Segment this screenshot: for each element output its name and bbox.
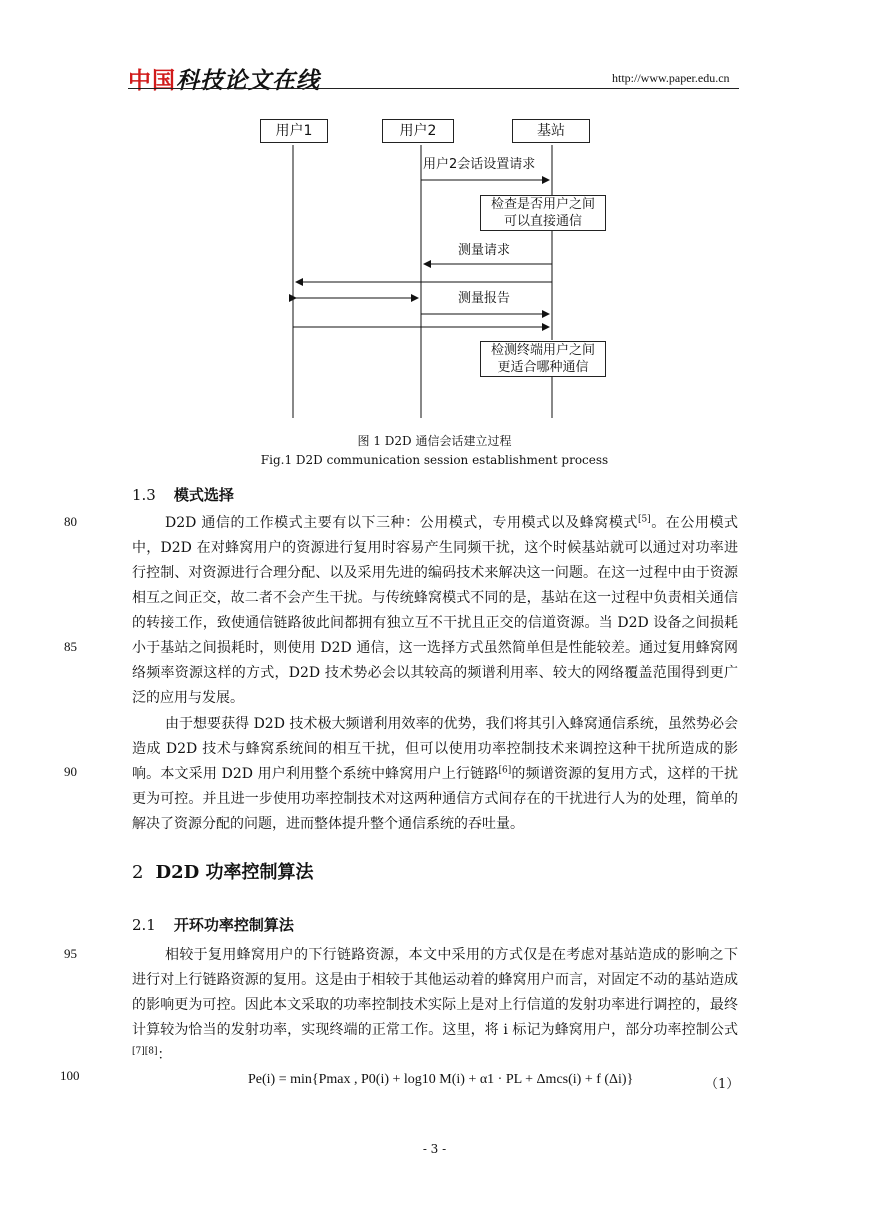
figure-caption-en: Fig.1 D2D communication session establishment process bbox=[260, 453, 609, 467]
actor-base-station: 基站 bbox=[512, 119, 590, 143]
note-detect-mode bbox=[480, 341, 606, 377]
citation-6[interactable]: [6] bbox=[498, 765, 512, 776]
paragraph-mode-selection: D2D 通信的工作模式主要有以下三种：公用模式，专用模式以及蜂窝模式[5]。在公用模式中，D2D 在对蜂窝用户的资源进行复用时容易产生同频干扰，这个时候基站就可以通过对功率进行控制、对资源进行合理分配、以及采用先进的编码技术来解决这一问题。在这一过程中由于资源相互之间正交，故二者不会产生干扰。与传统蜂窝模式不同的是，基站在这一过程中负责相关通信的转接工作，致使通信链路彼此间都拥有独立互不干扰且正交的信道资源。当 D2D 设备之间损耗小于基站之间损耗时，则使用 D2D 通信，这一选择方式虽然简单但是性能较差。通过复用蜂窝网络频率资源这样的方式，D2D 技术势必会以其较高的频谱利用率、较大的网络覆盖范围得到更广泛的应用与发展。 bbox=[132, 514, 739, 706]
note-check-line1: 检查是否用户之间 bbox=[490, 197, 595, 212]
note-detect-line2: 更适合哪种通信 bbox=[497, 360, 589, 375]
label-setup-request: 用户2会话设置请求 bbox=[423, 157, 536, 172]
note-check-line2: 可以直接通信 bbox=[503, 214, 582, 229]
power-control-formula: Pe(i) = min{Pmax , P0(i) + log10 M(i) + α1 · PL + Δmcs(i) + f (Δi)} bbox=[248, 1072, 634, 1087]
section-heading-1-3: 1.3 模式选择 bbox=[132, 486, 234, 504]
section-heading-2: 2 D2D 功率控制算法 bbox=[132, 862, 314, 883]
label-measure-request: 测量请求 bbox=[458, 243, 511, 258]
line-number-100: 100 bbox=[60, 1068, 80, 1083]
citation-5[interactable]: [5] bbox=[637, 514, 651, 525]
paragraph-open-loop: 相较于复用蜂窝用户的下行链路资源，本文中采用的方式仅是在考虑对基站造成的影响之下进行对上行链路资源的复用。这是由于相较于其他运动着的蜂窝用户而言，对固定不动的基站造成的影响更为可控。因此本文采取的功率控制技术实际上是对上行信道的发射功率进行调控的，最终计算较为恰当的发射功率，实现终端的正常工作。这里，将 i 标记为蜂窝用户，部分功率控制公式[7][8]： bbox=[132, 947, 738, 1063]
note-check-direct bbox=[480, 195, 606, 231]
line-number-90: 90 bbox=[64, 764, 77, 779]
paragraph-interference: 由于想要获得 D2D 技术极大频谱利用效率的优势，我们将其引入蜂窝通信系统，虽然势必会造成 D2D 技术与蜂窝系统间的相互干扰，但可以使用功率控制技术来调控这种干扰所造成的影响。本文采用 D2D 用户利用整个系统中蜂窝用户上行链路[6]的频谱资源的复用方式，这样的干扰更为可控。并且进一步使用功率控制技术对这两种通信方式间存在的干扰进行人为的处理，简单的解决了资源分配的问题，进而整体提升整个通信系统的吞吐量。 bbox=[132, 716, 738, 832]
formula-number: （1） bbox=[705, 1077, 740, 1092]
label-measure-report: 测量报告 bbox=[458, 291, 511, 306]
figure-caption-cn: 图 1 D2D 通信会话建立过程 bbox=[357, 434, 512, 448]
journal-logo: 中国科技论文在线 bbox=[128, 68, 320, 94]
line-number-85: 85 bbox=[64, 639, 77, 654]
line-number-95: 95 bbox=[64, 946, 77, 961]
page-number: - 3 - bbox=[422, 1142, 447, 1156]
section-heading-2-1: 2.1 开环功率控制算法 bbox=[132, 916, 294, 934]
note-detect-line1: 检测终端用户之间 bbox=[490, 343, 595, 358]
sequence-diagram bbox=[250, 115, 620, 425]
line-number-80: 80 bbox=[64, 514, 77, 529]
citation-7-8[interactable]: [7][8] bbox=[132, 1046, 158, 1057]
actor-user2: 用户2 bbox=[382, 119, 454, 143]
actor-user1: 用户1 bbox=[260, 119, 328, 143]
header-url[interactable]: http://www.paper.edu.cn bbox=[612, 71, 730, 85]
header-divider bbox=[128, 88, 739, 89]
